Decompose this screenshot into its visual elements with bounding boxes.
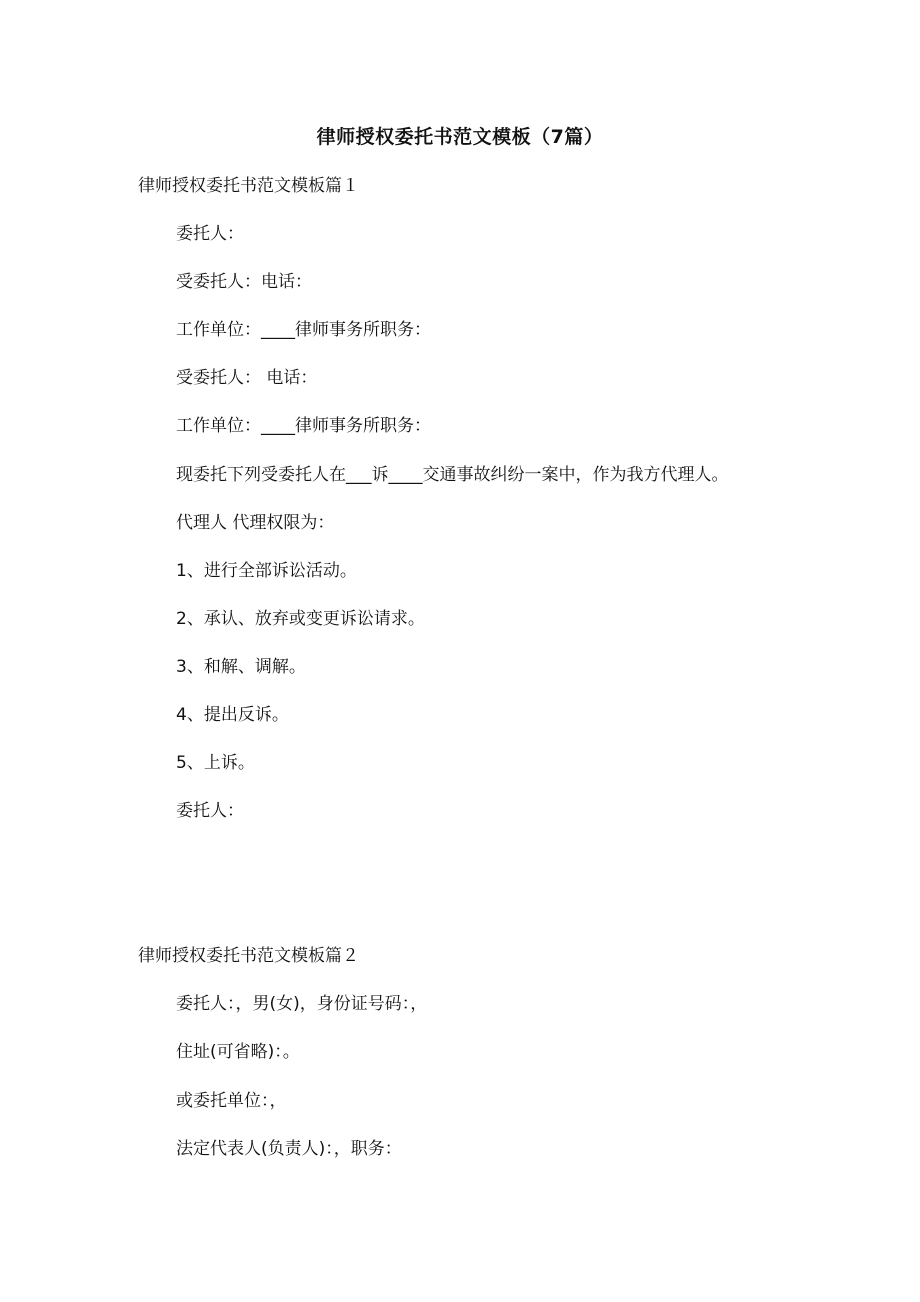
section-heading-1: 律师授权委托书范文模板篇１ <box>138 176 359 196</box>
paragraph: 现委托下列受委托人在___诉____交通事故纠纷一案中，作为我方代理人。 <box>176 465 729 485</box>
paragraph: 委托人：，男(女)，身份证号码：， <box>176 994 428 1014</box>
paragraph: 委托人： <box>176 801 244 821</box>
list-item: 3、和解、调解。 <box>176 657 306 677</box>
paragraph: 工作单位：____律师事务所职务： <box>176 416 431 436</box>
paragraph: 受委托人： 电话： <box>176 368 318 388</box>
list-item: 2、承认、放弃或变更诉讼请求。 <box>176 609 425 629</box>
paragraph: 或委托单位：， <box>176 1091 287 1111</box>
section-heading-2: 律师授权委托书范文模板篇２ <box>138 946 359 966</box>
list-item: 1、进行全部诉讼活动。 <box>176 561 357 581</box>
paragraph: 住址(可省略)：。 <box>176 1042 300 1062</box>
paragraph: 代理人 代理权限为： <box>176 513 335 533</box>
document-title: 律师授权委托书范文模板（7篇） <box>316 126 604 148</box>
paragraph: 委托人： <box>176 224 244 244</box>
list-item: 4、提出反诉。 <box>176 705 289 725</box>
paragraph: 工作单位：____律师事务所职务： <box>176 320 431 340</box>
paragraph: 法定代表人(负责人)：，职务： <box>176 1139 402 1159</box>
paragraph: 受委托人：电话： <box>176 272 312 292</box>
list-item: 5、上诉。 <box>176 753 255 773</box>
